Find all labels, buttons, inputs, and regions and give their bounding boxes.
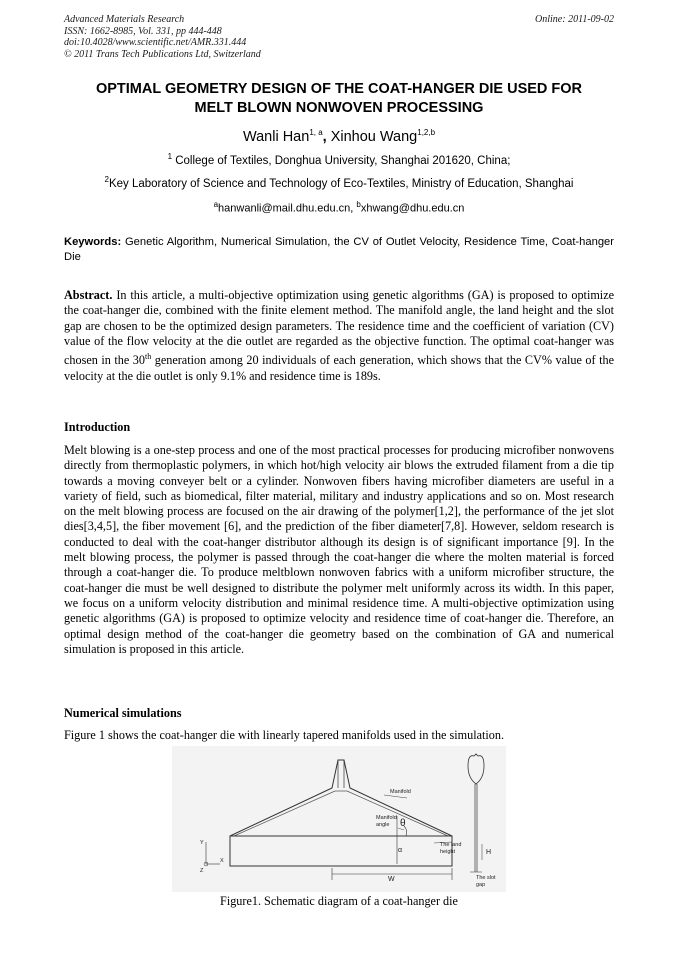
email-b-mark: b [356, 200, 361, 209]
journal-doi: doi:10.4028/www.scientific.net/AMR.331.444 [64, 37, 247, 48]
label-manifold-angle-1: Manifold [376, 815, 397, 821]
numerical-heading: Numerical simulations [64, 706, 182, 720]
author-2-affil: 1,2,b [417, 128, 436, 138]
label-z-axis: Z [200, 868, 204, 874]
journal-issn: ISSN: 1662-8985, Vol. 331, pp 444-448 [64, 25, 222, 37]
affiliation-2-mark: 2 [104, 175, 109, 185]
email-a[interactable]: hanwanli@mail.dhu.edu.cn [218, 202, 351, 215]
label-land-1: The land [440, 842, 462, 848]
label-manifold-angle-2: angle [376, 822, 390, 828]
keywords [64, 235, 614, 265]
email-a-mark: a [213, 200, 219, 209]
coat-hanger-figure [172, 746, 506, 892]
affiliation-2-text: Key Laboratory of Science and Technology of Eco-Textiles, Ministry of Education, Shanghai [108, 178, 574, 190]
journal-name: Advanced Materials Research [64, 14, 185, 25]
title-line-2: MELT BLOWN NONWOVEN PROCESSING [194, 100, 484, 116]
label-land-2: height [440, 849, 455, 855]
author-2-name: Xinhou Wang [330, 129, 418, 145]
label-manifold: Manifold [390, 789, 411, 795]
affiliation-1 [40, 152, 638, 167]
affiliation-1-mark: 1 [167, 152, 173, 162]
label-alpha: α [398, 847, 403, 854]
keywords-text: Genetic Algorithm, Numerical Simulation, the CV of Outlet Velocity, Residence Time, Coat-hanger Die [64, 236, 614, 263]
abstract-text-1: In this article, a multi-objective optimization using genetic algorithms (GA) is proposed to optimize the coat-hanger die, combined with the finite element method. The manifold angle, the land height and the slot gap are chosen to be the optimized design parameters. The residence time and the coefficient of variation (CV) value of the flow velocity at the die outlet are regarded as the objective function. The optimal coat-hanger was chosen in the 30 [64, 288, 615, 368]
figure-background [172, 746, 506, 892]
label-slot-1: The slot [476, 875, 496, 881]
affiliation-2 [40, 175, 638, 190]
author-1-name: Wanli Han [242, 129, 310, 145]
label-w: W [388, 876, 395, 883]
label-slot-2: gap [476, 882, 486, 888]
abstract-label: Abstract. [64, 288, 113, 302]
figure-caption: Figure1. Schematic diagram of a coat-hanger die [220, 894, 458, 908]
abstract-sup: th [144, 352, 152, 362]
author-emails: $^a$hanwanli@mail.dhu.edu.cn, $^b$xhwang@dhu.edu.cn [213, 200, 465, 215]
journal-copyright: © 2011 Trans Tech Publications Ltd, Switzerland [64, 48, 261, 60]
affiliation-1-text: College of Textiles, Donghua University, Shanghai 201620, China; [175, 155, 511, 167]
paper-title [40, 80, 638, 118]
introduction-heading: Introduction [64, 420, 131, 434]
title-line-1: OPTIMAL GEOMETRY DESIGN OF THE COAT-HANGER DIE USED FOR [95, 81, 583, 97]
email-b[interactable]: xhwang@dhu.edu.cn [360, 202, 465, 215]
author-line: Wanli Han$^{1, a}$, Xinhou Wang$^{1,2,b}$ [242, 128, 436, 145]
label-y-axis: Y [200, 840, 204, 846]
author-1-affil: 1, a [309, 128, 323, 138]
journal-header [64, 14, 614, 60]
numerical-text: Figure 1 shows the coat-hanger die with linearly tapered manifolds used in the simulation. [64, 728, 504, 742]
online-date: Online: 2011-09-02 [535, 14, 614, 25]
label-h: H [486, 849, 492, 856]
label-theta: θ [400, 818, 406, 829]
label-x-axis: X [220, 858, 224, 864]
abstract-text-2: generation among 20 individuals of each generation, which shows that the CV% value of the velocity at the die outlet is only 9.1% and residence time is 189s. [64, 353, 614, 383]
introduction-text: Melt blowing is a one-step process and one of the most practical processes for producing microfiber nonwovens directly from thermoplastic polymers, in which hot/high velocity air blows the extruded filament from a die tip towards a moving conveyer belt or a cylinder. Nonwoven fibers having microfiber diameters are useful in a variety of field, such as biomedical, filter material, military and industry applications and so on. Most research on the melt blowing process are focused on the air drawing of the polymer[1,2], the performance of the jet slot dies[3,4,5], the fiber movement [6], and the prediction of the fiber diameter[7,8]. However, seldom research is conducted to deal with the coat-hanger distributor although its design is of significant importance [9]. In the melt blowing process, the polymer is passed through the coat-hanger die where the molten material is forced through a coat-hanger die. To produce meltblown nonwoven fabrics with a uniform microfiber structure, the coat-hanger die must be well designed to distribute the polymer melt uniformly across its width. In this paper, we focus on a uniform velocity distribution and minimal residence time. A multi-objective optimization using genetic algorithms (GA) is proposed to optimize velocity and residence time of coat-hanger die. Therefore, an optimal design method of the coat-hanger die geometry based on the combination of GA and numerical simulation is proposed in this article. [64, 443, 614, 656]
abstract [64, 288, 614, 384]
keywords-label: Keywords: [64, 236, 122, 248]
